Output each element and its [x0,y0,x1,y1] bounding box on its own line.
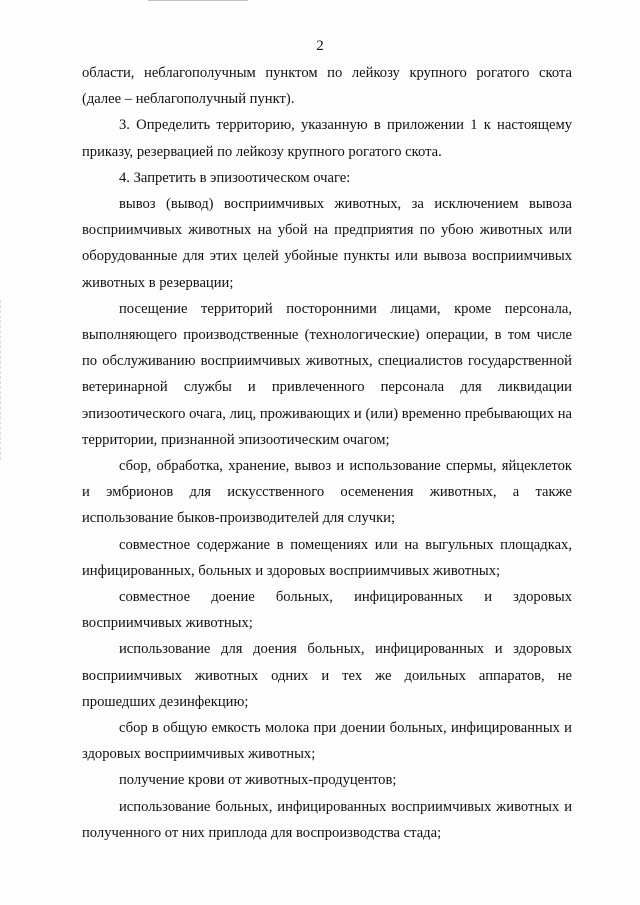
paragraph: сбор, обработка, хранение, вывоз и использование спермы, яйцеклеток и эмбрионов для искусственного осеменения животных, а также использование быков-производителей для случки; [82,458,572,527]
document-body [82,60,572,846]
paragraph: получение крови от животных-продуцентов; [119,772,397,789]
paragraph: области, неблагополучным пунктом по лейкозу крупного рогатого скота (далее – неблагополучный пункт). [82,65,572,108]
page-number: 2 [316,38,324,54]
paragraph: 4. Запретить в эпизоотическом очаге: [119,169,351,186]
paragraph: использование для доения больных, инфицированных и здоровых восприимчивых животных одних и тех же доильных аппаратов, не прошедших дезинфекцию; [82,641,572,710]
paragraph: совместное содержание в помещениях или на выгульных площадках, инфицированных, больных и здоровых восприимчивых животных; [82,536,572,579]
paragraph: вывоз (вывод) восприимчивых животных, за исключением вывоза восприимчивых животных на убой на предприятия по убою животных или оборудованные для этих целей убойные пункты или вывоза восприимчивых животных в резервации; [82,196,572,291]
paragraph: 3. Определить территорию, указанную в приложении 1 к настоящему приказу, резервацией по лейкозу крупного рогатого скота. [82,117,572,160]
scan-artifact-top [148,0,248,3]
paragraph: использование больных, инфицированных восприимчивых животных и полученного от них приплода для воспроизводства стада; [82,798,572,841]
paragraph: посещение территорий посторонними лицами, кроме персонала, выполняющего производственные (технологические) операции, в том числе по обслуживанию восприимчивых животных, специалистов государственной ветеринарной службы и привлеченного персонала для ликвидации эпизоотического очага, лиц, проживающих и (или) временно пребывающих на территории, признанной эпизоотическим очагом; [82,300,572,448]
paragraph: совместное доение больных, инфицированных и здоровых восприимчивых животных; [82,589,572,632]
paragraph: сбор в общую емкость молока при доении больных, инфицированных и здоровых восприимчивых животных; [82,720,572,763]
scan-artifact-left [0,300,2,460]
